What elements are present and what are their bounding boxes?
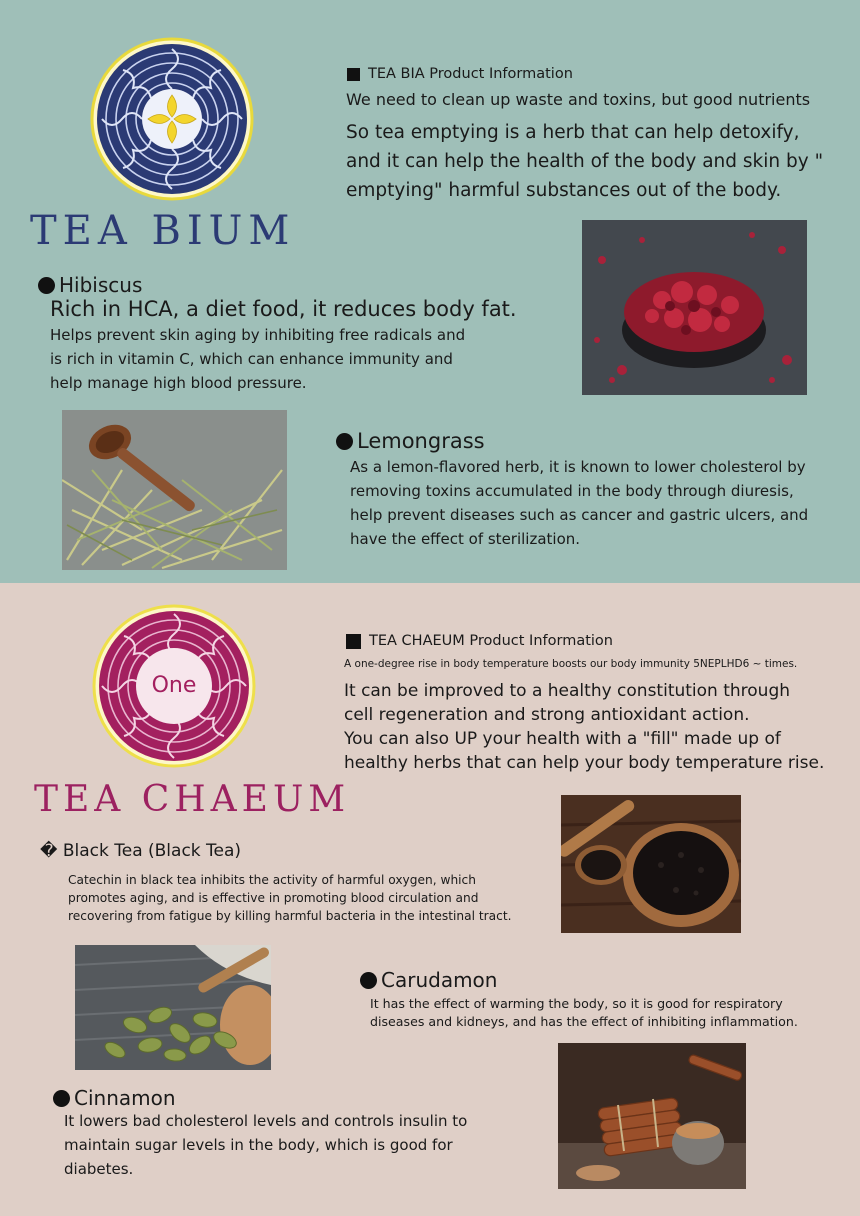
body-line: is rich in vitamin C, which can enhance immunity and bbox=[50, 350, 453, 368]
body-line: diabetes. bbox=[64, 1160, 134, 1178]
tea-bium-info-header bbox=[347, 64, 573, 84]
lemongrass-body bbox=[350, 455, 808, 551]
black-tea-title: � Black Tea (Black Tea) bbox=[40, 841, 242, 861]
cardamom-body bbox=[370, 995, 798, 1031]
hibiscus-title bbox=[38, 273, 142, 297]
lemongrass-photo bbox=[62, 410, 287, 570]
tea-chaeum-intro: A one-degree rise in body temperature boosts our body immunity 5NEPLHD6 ~ times. bbox=[344, 658, 798, 670]
body-line: recovering from fatigue by killing harmful bacteria in the intestinal tract. bbox=[68, 909, 512, 923]
cinnamon-title-label: Cinnamon bbox=[74, 1086, 176, 1110]
lead-line: It can be improved to a healthy constitution through bbox=[344, 681, 791, 701]
cardamom-title-label: Carudamon bbox=[381, 968, 498, 992]
tea-chaeum-brand-name: TEA CHAEUM bbox=[34, 779, 351, 820]
cinnamon-body bbox=[64, 1109, 467, 1181]
square-bullet-icon bbox=[347, 68, 360, 81]
tea-bium-intro: We need to clean up waste and toxins, but good nutrients bbox=[346, 90, 811, 109]
body-line: maintain sugar levels in the body, which is good for bbox=[64, 1136, 453, 1154]
lead-line: and it can help the health of the body and skin by " bbox=[346, 151, 824, 172]
lemongrass-title-label: Lemongrass bbox=[357, 429, 485, 453]
tea-chaeum-info-header bbox=[346, 631, 613, 651]
black-tea-photo bbox=[561, 795, 741, 933]
body-line: It has the effect of warming the body, so it is good for respiratory bbox=[370, 996, 783, 1011]
hibiscus-photo bbox=[582, 220, 807, 395]
tea-chaeum-logo-text: One bbox=[151, 673, 197, 698]
bullet-dot-icon bbox=[53, 1090, 70, 1107]
body-line: diseases and kidneys, and has the effect of inhibiting inflammation. bbox=[370, 1014, 798, 1029]
body-line: Helps prevent skin aging by inhibiting free radicals and bbox=[50, 326, 466, 344]
tea-bium-section bbox=[0, 0, 860, 583]
body-line: promotes aging, and is effective in promoting blood circulation and bbox=[68, 891, 479, 905]
hibiscus-body bbox=[50, 323, 465, 395]
lead-line: emptying" harmful substances out of the body. bbox=[346, 180, 782, 201]
bullet-dot-icon bbox=[360, 972, 377, 989]
body-line: help manage high blood pressure. bbox=[50, 374, 307, 392]
tea-chaeum-section bbox=[0, 583, 860, 1216]
hibiscus-title-label: Hibiscus bbox=[59, 273, 143, 297]
body-line: have the effect of sterilization. bbox=[350, 530, 581, 548]
hibiscus-headline: Rich in HCA, a diet food, it reduces body fat. bbox=[50, 297, 517, 321]
info-header-label: TEA CHAEUM Product Information bbox=[369, 633, 613, 649]
cinnamon-photo bbox=[558, 1043, 746, 1189]
body-line: It lowers bad cholesterol levels and controls insulin to bbox=[64, 1112, 468, 1130]
body-line: removing toxins accumulated in the body through diuresis, bbox=[350, 482, 794, 500]
body-line: help prevent diseases such as cancer and gastric ulcers, and bbox=[350, 506, 809, 524]
tea-bium-logo bbox=[90, 37, 254, 201]
bullet-dot-icon bbox=[38, 277, 55, 294]
tea-bium-brand-name: TEA BIUM bbox=[30, 208, 296, 254]
info-header-label: TEA BIA Product Information bbox=[368, 66, 573, 82]
tea-bium-lead bbox=[346, 118, 823, 205]
lead-line: You can also UP your health with a "fill" made up of bbox=[344, 729, 781, 749]
cinnamon-title bbox=[53, 1086, 176, 1110]
cardamom-title bbox=[360, 968, 497, 992]
body-line: As a lemon-flavored herb, it is known to lower cholesterol by bbox=[350, 458, 806, 476]
tea-chaeum-lead bbox=[344, 679, 824, 775]
square-bullet-icon bbox=[346, 634, 361, 649]
lead-line: So tea emptying is a herb that can help detoxify, bbox=[346, 122, 800, 143]
lead-line: healthy herbs that can help your body temperature rise. bbox=[344, 753, 825, 773]
lemongrass-title bbox=[336, 429, 485, 453]
body-line: Catechin in black tea inhibits the activity of harmful oxygen, which bbox=[68, 873, 476, 887]
bullet-dot-icon bbox=[336, 433, 353, 450]
cardamom-photo bbox=[75, 945, 271, 1070]
black-tea-body bbox=[68, 871, 511, 925]
lead-line: cell regeneration and strong antioxidant action. bbox=[344, 705, 750, 725]
